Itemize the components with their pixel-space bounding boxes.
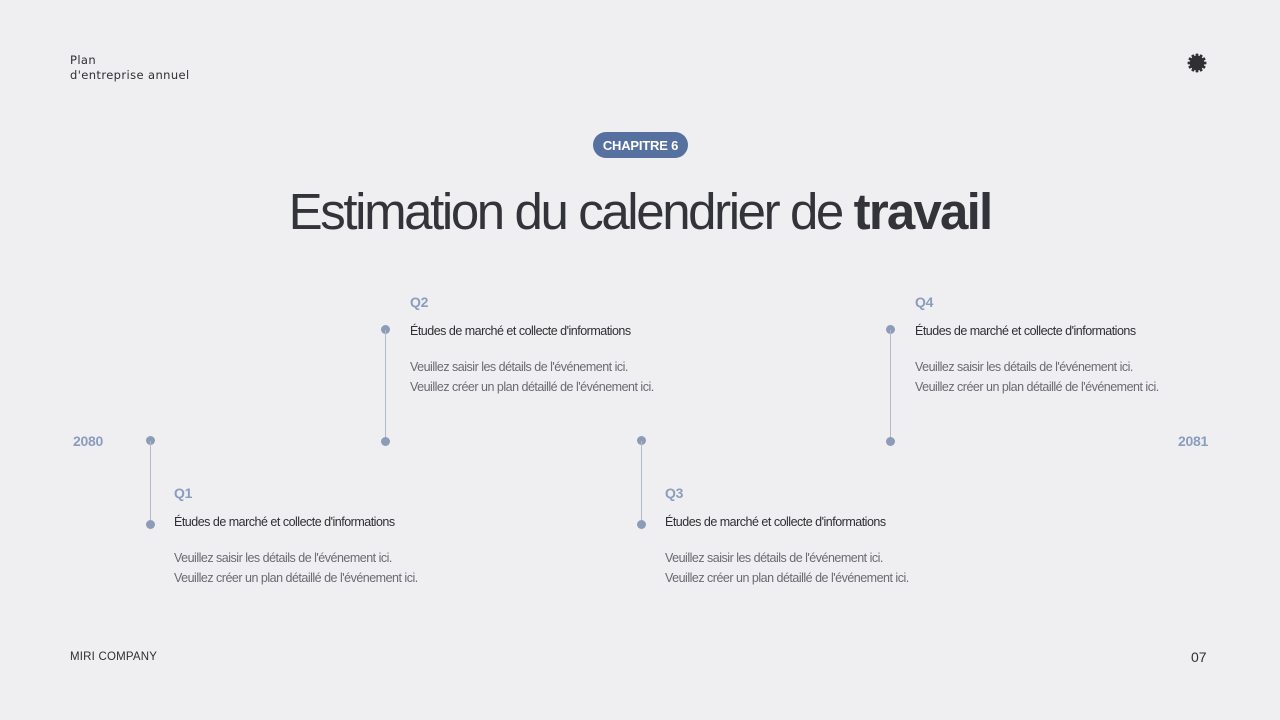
event-description-line-2: Veuillez créer un plan détaillé de l'événement ici. — [665, 571, 909, 585]
event-description-line-2: Veuillez créer un plan détaillé de l'événement ici. — [410, 380, 654, 394]
timeline-connector-q3 — [641, 441, 642, 524]
event-description-line-1: Veuillez saisir les détails de l'événement ici. — [174, 551, 392, 565]
event-quarter: Q2 — [410, 294, 429, 310]
timeline-dot-q3-event — [637, 520, 646, 529]
chapter-badge: CHAPITRE 6 — [593, 132, 688, 158]
timeline-event-q2 — [410, 292, 740, 397]
timeline-event-q1 — [174, 483, 504, 588]
event-quarter: Q3 — [665, 485, 684, 501]
timeline-dot-q1-event — [146, 520, 155, 529]
page-number: 07 — [1191, 649, 1207, 665]
company-name: MIRI COMPANY — [70, 651, 158, 663]
event-description-line-1: Veuillez saisir les détails de l'événement ici. — [410, 360, 628, 374]
timeline-connector-q1 — [150, 441, 151, 524]
event-description — [915, 357, 1245, 397]
event-heading: Études de marché et collecte d'informations — [665, 515, 886, 529]
event-description — [174, 548, 504, 588]
timeline-dot-q2-axis — [381, 437, 390, 446]
timeline-connector-q4 — [890, 330, 891, 441]
event-description-line-1: Veuillez saisir les détails de l'événement ici. — [915, 360, 1133, 374]
timeline-end-year: 2081 — [1178, 433, 1208, 449]
timeline-event-q3 — [665, 483, 995, 588]
timeline-event-q4 — [915, 292, 1245, 397]
event-description-line-2: Veuillez créer un plan détaillé de l'événement ici. — [915, 380, 1159, 394]
timeline-dot-q4-axis — [886, 437, 895, 446]
event-quarter: Q1 — [174, 485, 193, 501]
document-title-line-1: Plan — [70, 53, 97, 67]
event-description — [665, 548, 995, 588]
event-description-line-2: Veuillez créer un plan détaillé de l'événement ici. — [174, 571, 418, 585]
page-title — [0, 178, 1280, 246]
page-title-bold: travail — [853, 183, 992, 240]
timeline-connector-q2 — [385, 330, 386, 441]
event-description — [410, 357, 740, 397]
document-title-line-2: d'entreprise annuel — [70, 68, 190, 82]
event-heading: Études de marché et collecte d'informations — [915, 324, 1136, 338]
timeline-start-year: 2080 — [73, 433, 103, 449]
event-heading: Études de marché et collecte d'informations — [174, 515, 395, 529]
event-quarter: Q4 — [915, 294, 934, 310]
event-description-line-1: Veuillez saisir les détails de l'événement ici. — [665, 551, 883, 565]
gear-icon — [1186, 52, 1208, 74]
page-title-regular: Estimation du calendrier de — [288, 183, 854, 240]
event-heading: Études de marché et collecte d'informations — [410, 324, 631, 338]
document-title — [70, 53, 190, 83]
